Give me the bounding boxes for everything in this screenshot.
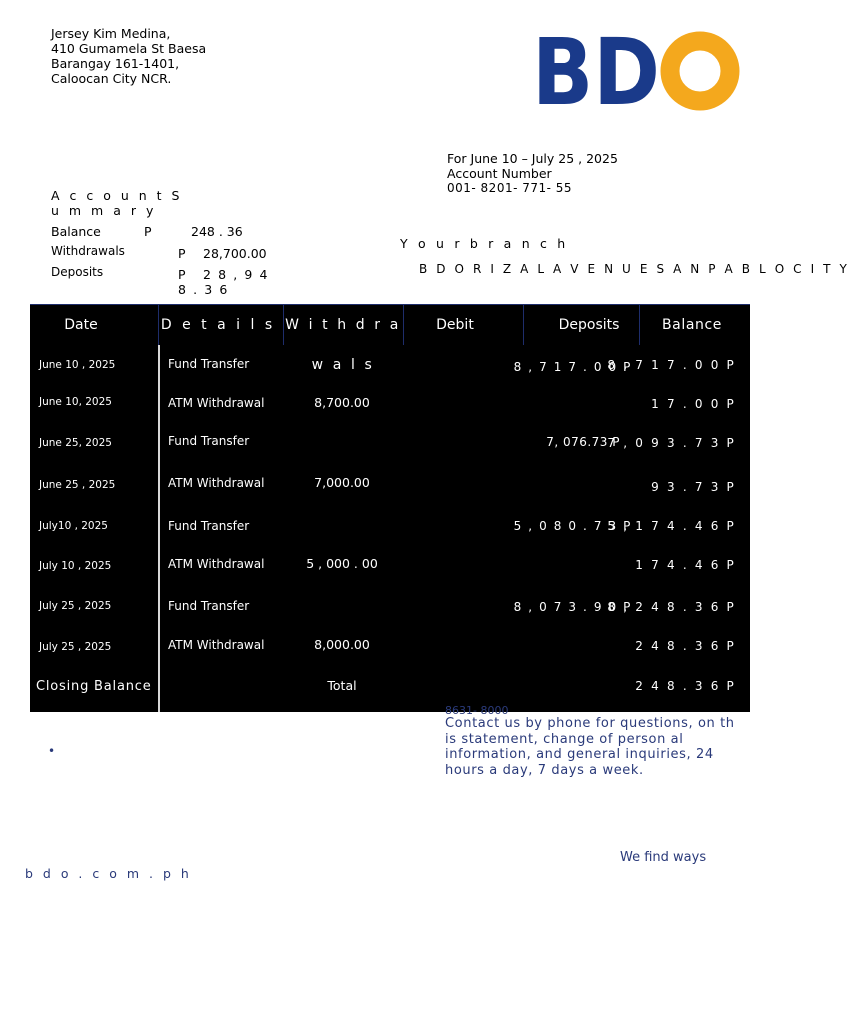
- account-number-label: Account Number: [447, 166, 552, 181]
- row-date: June 10 , 2025: [39, 359, 116, 371]
- row-date: July 25 , 2025: [39, 641, 112, 653]
- row-withdrawal: 8,000.00: [314, 637, 370, 652]
- row-details: Fund Transfer: [168, 434, 250, 448]
- row-details: Fund Transfer: [168, 357, 250, 371]
- row-date: June 10, 2025: [39, 396, 112, 408]
- row-balance: 8 , 2 4 8 . 3 6 P: [607, 600, 736, 614]
- total-label: Total: [327, 678, 357, 693]
- row-balance: 8 , 7 1 7 . 0 0 P: [607, 358, 736, 372]
- row-deposit: 7, 076.73 P: [546, 435, 620, 449]
- row-balance: 7 , 0 9 3 . 7 3 P: [607, 436, 736, 450]
- contact-text: Contact us by phone for questions, on th is statement, change of person al information, and general inquiries, 24 hours a day, 7 days a week.: [445, 716, 735, 778]
- website-link[interactable]: b d o . c o m . p h: [25, 866, 192, 881]
- row-balance: 1 7 4 . 4 6 P: [635, 558, 736, 572]
- row-date: July 10 , 2025: [39, 560, 112, 572]
- header-details: D e t a i l s: [160, 317, 276, 333]
- row-balance: 1 7 . 0 0 P: [651, 397, 736, 411]
- summary-balance-value: 248 . 36: [191, 224, 243, 239]
- statement-period: For June 10 – July 25 , 2025: [447, 151, 618, 166]
- summary-withdrawals-value: 28,700.00: [203, 246, 267, 261]
- summary-withdrawals-label: Withdrawals: [51, 244, 125, 258]
- row-deposit: 8 , 0 7 3 . 9 0 P: [513, 600, 632, 614]
- row-date: July10 , 2025: [39, 520, 108, 532]
- summary-deposits-currency: P: [178, 267, 186, 282]
- header-balance: Balance: [661, 317, 723, 333]
- account-summary-title: A c c o u n t S u m m a r y: [51, 188, 183, 218]
- header-debit: Debit: [436, 317, 474, 333]
- row-details: ATM Withdrawal: [168, 557, 265, 571]
- row-details: Fund Transfer: [168, 599, 250, 613]
- row-date: June 25, 2025: [39, 437, 112, 449]
- bdo-logo: [532, 19, 740, 126]
- address-line-2: Barangay 161-1401,: [51, 56, 180, 71]
- row-withdrawal: 7,000.00: [314, 475, 370, 490]
- date-column-rule: [158, 345, 160, 712]
- row-deposit: 8 , 7 1 7 . 0 0 P: [513, 360, 632, 374]
- summary-deposits-label: Deposits: [51, 265, 104, 279]
- row-date: July 25 , 2025: [39, 600, 112, 612]
- row-balance: 9 3 . 7 3 P: [651, 480, 736, 494]
- row-withdrawal: 8,700.00: [314, 395, 370, 410]
- row-details: ATM Withdrawal: [168, 396, 265, 410]
- svg-text:BD: BD: [532, 19, 660, 126]
- branch-label: Y o u r b r a n c h: [400, 236, 569, 251]
- row-details: Fund Transfer: [168, 519, 250, 533]
- address-line-1: 410 Gumamela St Baesa: [51, 41, 207, 56]
- contact-phone: 8631- 8000: [445, 704, 509, 717]
- header-deposits: Deposits: [558, 317, 620, 333]
- bullet-point: •: [48, 744, 56, 758]
- header-withdrawals: W i t h d r a w a l s: [285, 317, 401, 373]
- closing-balance-value: 2 4 8 . 3 6 P: [635, 679, 736, 693]
- summary-withdrawals-currency: P: [178, 246, 186, 261]
- row-balance: 5 , 1 7 4 . 4 6 P: [607, 519, 736, 533]
- summary-balance-currency: P: [144, 224, 152, 239]
- customer-address: [51, 26, 206, 86]
- summary-balance-label: Balance: [51, 224, 101, 239]
- tagline: We find ways: [620, 850, 707, 865]
- row-deposit: 5 , 0 8 0 . 7 3 P: [513, 519, 632, 533]
- branch-name: B D O R I Z A L A V E N U E S A N P A B L O C I T Y: [419, 262, 849, 276]
- row-details: ATM Withdrawal: [168, 476, 265, 490]
- row-date: June 25 , 2025: [39, 479, 116, 491]
- row-balance: 2 4 8 . 3 6 P: [635, 639, 736, 653]
- row-withdrawal: 5 , 000 . 00: [306, 556, 378, 571]
- customer-name: Jersey Kim Medina,: [51, 26, 171, 41]
- transaction-table: [30, 304, 750, 717]
- closing-balance-label: Closing Balance: [36, 679, 152, 694]
- statement-period-block: [447, 151, 618, 196]
- row-details: ATM Withdrawal: [168, 638, 265, 652]
- summary-deposits-value: 2 8 , 9 4 8 . 3 6: [178, 267, 270, 297]
- account-number: 001- 8201- 771- 55: [447, 181, 573, 195]
- header-date: Date: [64, 317, 98, 333]
- address-line-3: Caloocan City NCR.: [51, 71, 172, 86]
